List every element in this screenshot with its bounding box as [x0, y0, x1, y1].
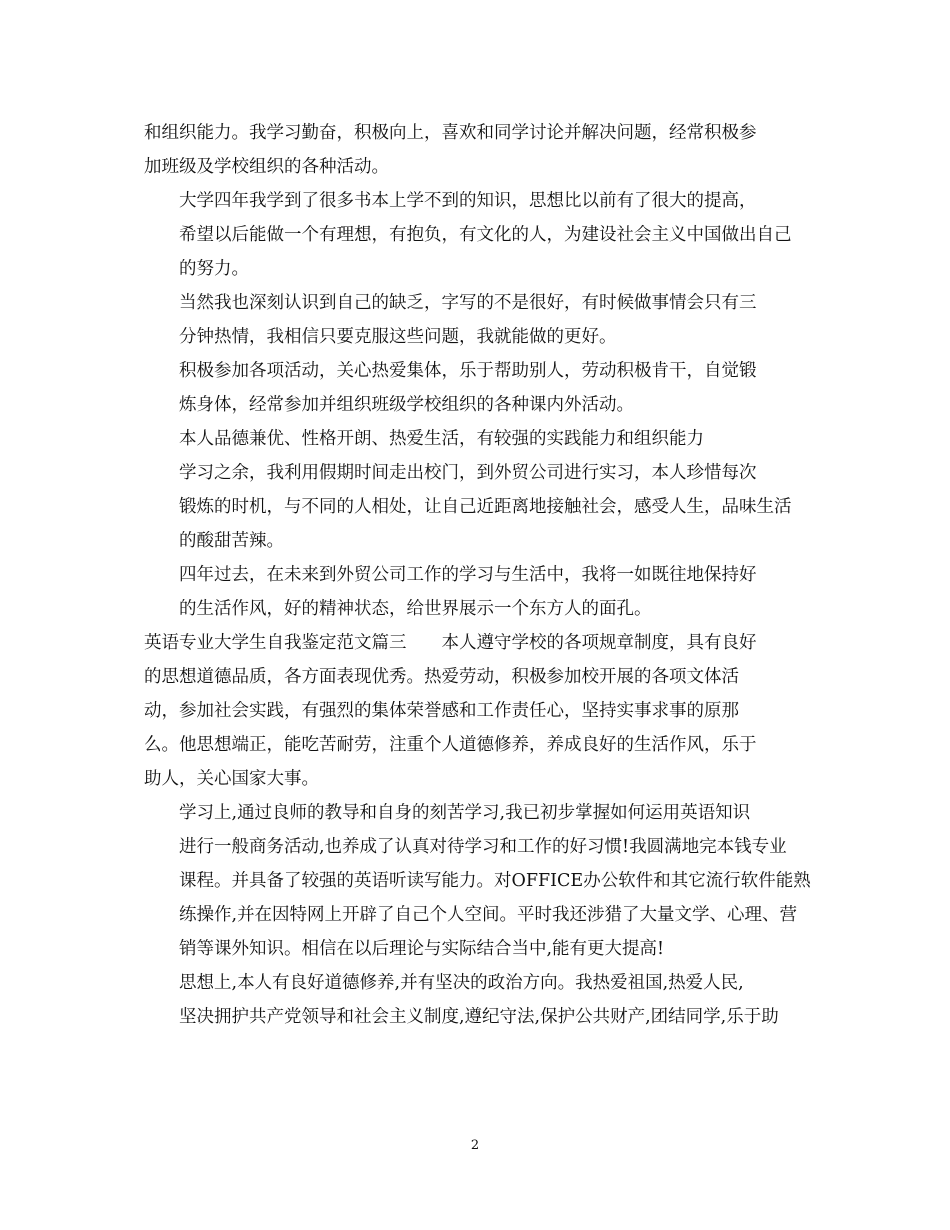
paragraph — [144, 558, 804, 626]
text-line: 课程。并具备了较强的英语听读写能力。对OFFICE办公软件和其它流行软件能熟 — [179, 871, 811, 891]
text-line: 销等课外知识。相信在以后理论与实际结合当中,能有更大提高! — [179, 939, 665, 959]
text-line: 积极参加各项活动，关心热爱集体，乐于帮助别人，劳动积极肯干，自觉锻 — [179, 361, 757, 381]
text-line: 思想上,本人有良好道德修养,并有坚决的政治方向。我热爱祖国,热爱人民, — [179, 973, 744, 993]
text-line: 英语专业大学生自我鉴定范文篇三 本人遵守学校的各项规章制度，具有良好 — [144, 633, 757, 653]
paragraph — [144, 354, 804, 422]
text-line: 坚决拥护共产党领导和社会主义制度,遵纪守法,保护公共财产,团结同学,乐于助 — [179, 1007, 779, 1027]
text-line: 分钟热情，我相信只要克服这些问题，我就能做的更好。 — [179, 327, 617, 347]
paragraph — [144, 184, 804, 286]
paragraph — [144, 626, 804, 796]
text-line: 的生活作风，好的精神状态，给世界展示一个东方人的面孔。 — [179, 599, 652, 619]
text-line: 当然我也深刻认识到自己的缺乏，字写的不是很好，有时候做事情会只有三 — [179, 293, 757, 313]
text-line: 进行一般商务活动,也养成了认真对待学习和工作的好习惯!我圆满地完本钱专业 — [179, 837, 787, 857]
text-line: 炼身体，经常参加并组织班级学校组织的各种课内外活动。 — [179, 395, 634, 415]
text-line: 本人品德兼优、性格开朗、热爱生活，有较强的实践能力和组织能力 — [179, 429, 704, 449]
text-line: 学习之余，我利用假期时间走出校门，到外贸公司进行实习，本人珍惜每次 — [179, 463, 757, 483]
paragraph — [144, 456, 804, 558]
text-line: 学习上,通过良师的教导和自身的刻苦学习,我已初步掌握如何运用英语知识 — [179, 803, 751, 823]
body-text — [144, 116, 811, 1034]
text-line: 的思想道德品质，各方面表现优秀。热爱劳动，积极参加校开展的各项文体活 — [144, 667, 739, 687]
paragraph — [144, 966, 804, 1034]
page-number: 2 — [470, 1138, 480, 1153]
text-line: 大学四年我学到了很多书本上学不到的知识，思想比以前有了很大的提高， — [179, 191, 757, 211]
text-line: 希望以后能做一个有理想，有抱负，有文化的人，为建设社会主义中国做出自己 — [179, 225, 792, 245]
text-line: 么。他思想端正，能吃苦耐劳，注重个人道德修养，养成良好的生活作风，乐于 — [144, 735, 757, 755]
paragraph — [144, 116, 804, 184]
text-line: 动，参加社会实践，有强烈的集体荣誉感和工作责任心，坚持实事求事的原那 — [144, 701, 739, 721]
text-line: 锻炼的时机，与不同的人相处，让自己近距离地接触社会，感受人生，品味生活 — [179, 497, 792, 517]
paragraph — [144, 796, 811, 966]
text-line: 助人，关心国家大事。 — [144, 769, 319, 789]
text-line: 的酸甜苦辣。 — [179, 531, 284, 551]
text-line: 加班级及学校组织的各种活动。 — [144, 157, 389, 177]
paragraph — [144, 286, 804, 354]
text-line: 四年过去，在未来到外贸公司工作的学习与生活中，我将一如既往地保持好 — [179, 565, 757, 585]
paragraph — [144, 422, 804, 456]
text-line: 练操作,并在因特网上开辟了自己个人空间。平时我还涉猎了大量文学、心理、营 — [179, 905, 798, 925]
text-line: 的努力。 — [179, 259, 249, 279]
text-line: 和组织能力。我学习勤奋，积极向上，喜欢和同学讨论并解决问题，经常积极参 — [144, 123, 757, 143]
